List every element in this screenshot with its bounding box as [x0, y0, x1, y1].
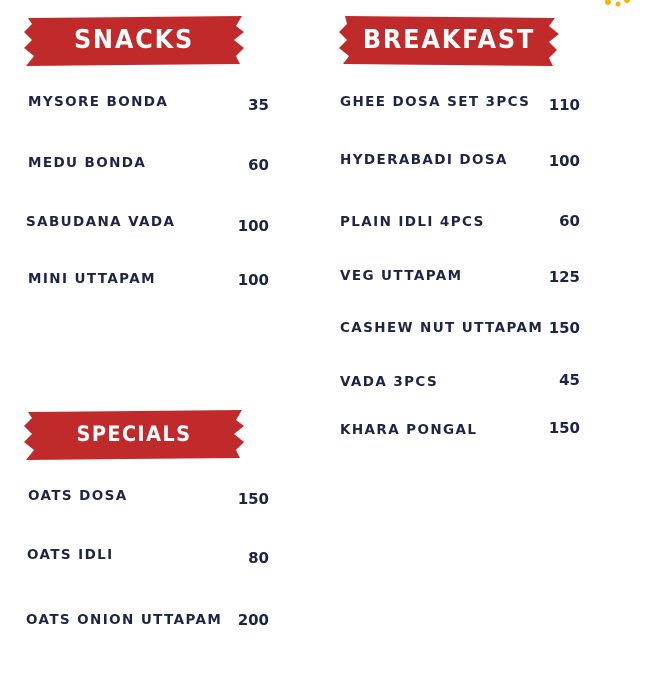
list-item-name: MYSORE BONDA — [28, 94, 169, 110]
list-item-price: 60 — [559, 212, 580, 230]
list-item-price: 80 — [248, 549, 269, 567]
list-item-name: KHARA PONGAL — [340, 422, 478, 438]
list-item-name: OATS DOSA — [28, 488, 128, 504]
list-item-price: 60 — [248, 156, 269, 174]
list-item-price: 110 — [548, 96, 580, 114]
list-item-name: HYDERABADI DOSA — [340, 152, 508, 168]
decorative-dots-icon — [602, 0, 632, 8]
list-item-price: 35 — [248, 96, 269, 114]
list-item-price: 150 — [548, 319, 580, 337]
list-item-name: SABUDANA VADA — [26, 214, 176, 230]
list-item-price: 150 — [237, 490, 269, 508]
list-item-name: VEG UTTAPAM — [340, 268, 463, 284]
list-item-price: 100 — [237, 217, 269, 235]
snacks-title: SNACKS — [73, 25, 195, 55]
list-item-name: PLAIN IDLI 4PCS — [340, 214, 485, 230]
list-item-price: 200 — [237, 611, 269, 629]
list-item-price: 100 — [548, 152, 580, 170]
list-item-price: 150 — [548, 419, 580, 437]
snacks-banner — [22, 14, 246, 66]
list-item-price: 100 — [237, 271, 269, 289]
list-item-name: OATS IDLI — [27, 547, 114, 563]
breakfast-banner — [337, 14, 561, 66]
breakfast-title: BREAKFAST — [362, 25, 536, 55]
list-item-name: GHEE DOSA SET 3PCS — [340, 94, 531, 110]
specials-banner — [22, 408, 246, 460]
list-item-price: 125 — [548, 268, 580, 286]
list-item-name: CASHEW NUT UTTAPAM — [340, 320, 544, 336]
list-item-name: OATS ONION UTTAPAM — [26, 612, 223, 628]
list-item-name: MINI UTTAPAM — [28, 271, 156, 287]
list-item-price: 45 — [559, 371, 580, 389]
list-item-name: VADA 3PCS — [340, 374, 439, 390]
specials-title: SPECIALS — [76, 422, 192, 446]
list-item-name: MEDU BONDA — [28, 155, 147, 171]
